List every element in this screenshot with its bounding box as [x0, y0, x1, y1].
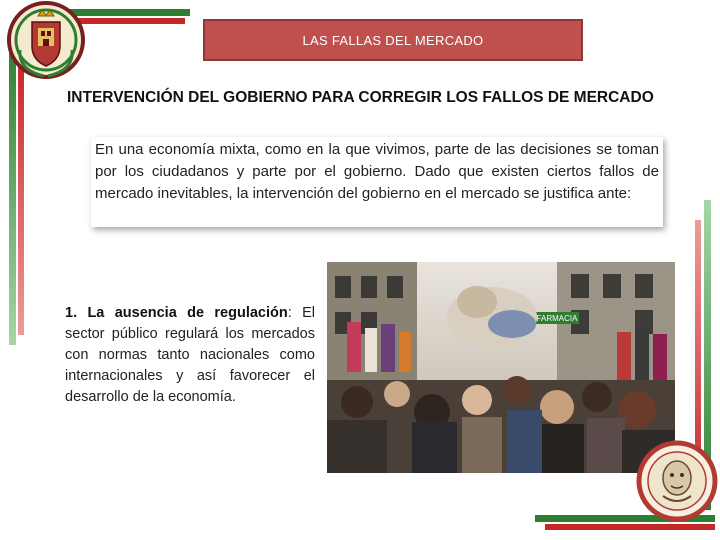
market-crowd-photo [327, 262, 675, 473]
pharmacy-sign-text: FARMACIA [536, 314, 578, 323]
page-title: INTERVENCIÓN DEL GOBIERNO PARA CORREGIR LOS FALLOS DE MERCADO [67, 89, 654, 106]
institution-seal-icon [636, 440, 718, 522]
frame-bar-left-red [18, 60, 24, 335]
frame-bar-left-green [9, 40, 16, 345]
slide-header-title: LAS FALLAS DEL MERCADO [302, 32, 484, 48]
intro-paragraph: En una economía mixta, como en la que vivimos, parte de las decisiones se toman por los ciudadanos y parte por el gobierno. Dado que existen ciertos fallos de mercado inevitables, la intervención del gobierno en el mercado se justifica ante: [95, 141, 659, 202]
slide-header-box [203, 19, 583, 61]
point-1-text: : El sector público regulará los mercados con normas tanto nacionales como internacionales y así favorecer el desarrollo de la economía. [65, 305, 316, 405]
coat-of-arms-seal-icon [4, 0, 88, 84]
point-1-heading: 1. La ausencia de regulación [65, 305, 288, 321]
intro-text-box [91, 137, 663, 227]
point-1-paragraph [65, 303, 315, 408]
frame-bar-bottom-red [545, 524, 715, 530]
